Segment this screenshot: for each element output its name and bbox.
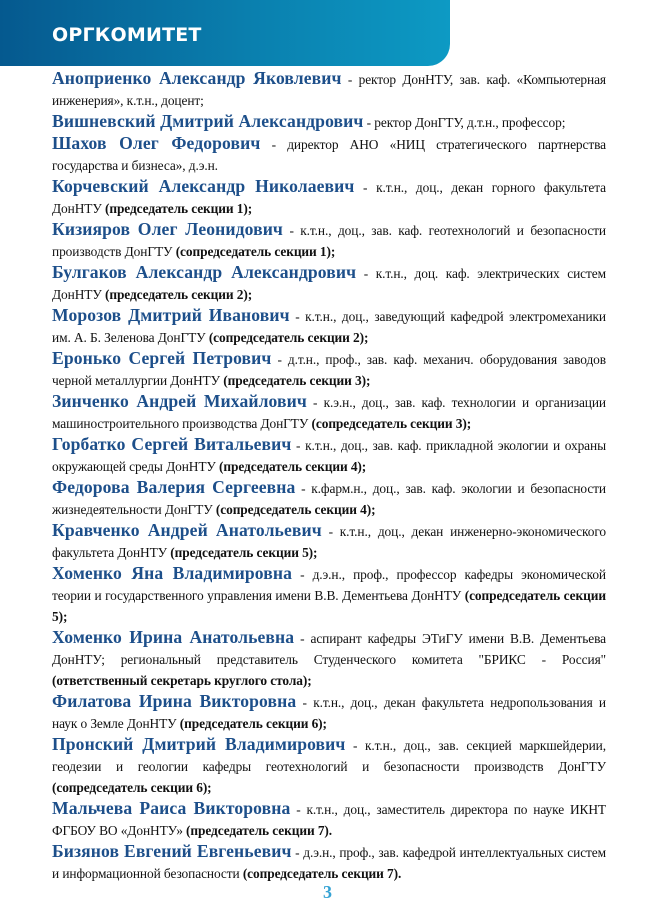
separator: - (294, 631, 311, 646)
member-role (374, 115, 565, 130)
separator: - (354, 180, 377, 195)
member-name: Зинченко Андрей Михайлович (52, 391, 307, 411)
member-name: Горбатко Сергей Витальевич (52, 434, 292, 454)
member-name: Аноприенко Александр Яковлевич (52, 68, 342, 88)
member-name: Хоменко Ирина Анатольевна (52, 627, 295, 647)
role-text: директор АНО «НИЦ стратегического партнерства государства и бизнеса», д.э.н. (52, 137, 607, 173)
separator: - (296, 695, 314, 710)
separator: - (260, 137, 288, 152)
separator: - (345, 738, 365, 753)
role-section: (председатель секции 2); (104, 287, 253, 302)
member-entry (52, 348, 606, 391)
member-name: Хоменко Яна Владимировна (52, 563, 292, 583)
role-text: к.фарм.н., доц., зав. каф. экологии и безопасности жизнедеятельности ДонГТУ (52, 481, 606, 517)
role-section: (председатель секции 3); (223, 373, 371, 388)
separator: - (291, 567, 313, 582)
page-number: 3 (323, 882, 332, 902)
role-section: (председатель секции 4); (219, 459, 367, 474)
separator: - (271, 352, 288, 367)
separator: - (306, 395, 324, 410)
member-name: Шахов Олег Федорович (52, 133, 261, 153)
separator: - (356, 266, 376, 281)
member-entry (52, 68, 606, 111)
member-entry (52, 262, 606, 305)
role-section: (председатель секции 5); (170, 545, 318, 560)
role-text: к.т.н., доц., заместитель директора по науке ИКНТ ФГБОУ ВО «ДонНТУ» (52, 802, 606, 838)
role-text: к.т.н., доц. каф. электрических систем ДонНТУ (52, 266, 606, 302)
role-text: аспирант кафедры ЭТиГУ имени В.В. Дементьева ДонНТУ; региональный представитель Студенческого комитета "БРИКС - Россия" (52, 631, 606, 667)
member-name: Морозов Дмитрий Иванович (52, 305, 290, 325)
role-section: (сопредседатель секции 2); (208, 330, 369, 345)
member-name: Бизянов Евгений Евгеньевич (52, 841, 292, 861)
role-section: (председатель секции 6); (179, 716, 327, 731)
member-name: Кравченко Андрей Анатольевич (52, 520, 322, 540)
member-entry (52, 734, 606, 798)
member-entry (52, 219, 606, 262)
role-text: к.э.н., доц., зав. каф. технологии и организации машиностроительного производства ДонГТУ (52, 395, 606, 431)
separator: - (290, 802, 307, 817)
role-text: д.э.н., проф., профессор кафедры экономической теории и государственного управления имени В.В. Дементьева ДонНТУ (52, 567, 606, 603)
organizing-committee-list (52, 68, 606, 884)
role-section: (сопредседатель секции 5); (52, 588, 606, 624)
separator: - (321, 524, 340, 539)
role-section: (ответственный секретарь круглого стола); (52, 673, 312, 688)
role-text: д.э.н., проф., зав. кафедрой интеллектуальных систем и информационной безопасности (52, 845, 607, 881)
member-entry (52, 176, 606, 219)
separator: - (295, 481, 312, 496)
separator: - (291, 845, 304, 860)
member-entry (52, 520, 606, 563)
member-entry (52, 391, 606, 434)
member-name: Кизияров Олег Леонидович (52, 219, 283, 239)
role-section: (председатель секции 7). (186, 823, 333, 838)
member-entry (52, 691, 606, 734)
member-entry (52, 434, 606, 477)
separator: - (341, 72, 359, 87)
separator: - (291, 438, 306, 453)
member-name: Вишневский Дмитрий Александрович (52, 111, 364, 131)
role-section: (сопредседатель секции 4); (215, 502, 376, 517)
member-name: Булгаков Александр Александрович (52, 262, 357, 282)
role-text: к.т.н., доц., заведующий кафедрой электромеханики им. А. Б. Зеленова ДонГТУ (52, 309, 606, 345)
role-section: (сопредседатель секции 1); (175, 244, 336, 259)
role-text: к.т.н., доц., декан инженерно-экономического факультета ДонНТУ (52, 524, 606, 560)
member-entry (52, 798, 606, 841)
role-text: к.т.н., доц., декан факультета недропользования и наук о Земле ДонНТУ (52, 695, 607, 731)
role-section: (сопредседатель секции 3); (311, 416, 472, 431)
member-entry (52, 563, 606, 627)
member-entry (52, 841, 606, 884)
role-text: ректор ДонГТУ, д.т.н., профессор; (374, 115, 566, 130)
member-name: Корчевский Александр Николаевич (52, 176, 355, 196)
role-text: к.т.н., доц., зав. секцией маркшейдерии, геодезии и геологии кафедры геотехнологий и безопасности производств ДонГТУ (52, 738, 606, 774)
role-text: к.т.н., доц., декан горного факультета ДонНТУ (52, 180, 606, 216)
section-title: ОРГКОМИТЕТ (52, 24, 202, 46)
role-text: к.т.н., доц., зав. каф. геотехнологий и безопасности производств ДонГТУ (52, 223, 606, 259)
member-name: Федорова Валерия Сергеевна (52, 477, 296, 497)
role-section: (председатель секции 1); (104, 201, 253, 216)
member-entry (52, 627, 606, 691)
member-name: Мальчева Раиса Викторовна (52, 798, 291, 818)
separator: - (282, 223, 301, 238)
member-name: Филатова Ирина Викторовна (52, 691, 297, 711)
role-section: (сопредседатель секции 6); (52, 780, 212, 795)
member-entry (52, 111, 606, 133)
separator: - (363, 115, 375, 130)
role-section: (сопредседатель секции 7). (242, 866, 402, 881)
section-header-banner (0, 0, 450, 66)
role-text: д.т.н., проф., зав. каф. механич. оборудования заводов черной металлургии ДонНТУ (52, 352, 606, 388)
separator: - (289, 309, 306, 324)
member-entry (52, 477, 606, 520)
member-entry (52, 133, 606, 176)
role-text: ректор ДонНТУ, зав. каф. «Компьютерная инженерия», к.т.н., доцент; (52, 72, 606, 108)
member-entry (52, 305, 606, 348)
member-name: Еронько Сергей Петрович (52, 348, 272, 368)
role-text: к.т.н., доц., зав. каф. прикладной экологии и охраны окружающей среды ДонНТУ (52, 438, 606, 474)
member-name: Пронский Дмитрий Владимирович (52, 734, 346, 754)
